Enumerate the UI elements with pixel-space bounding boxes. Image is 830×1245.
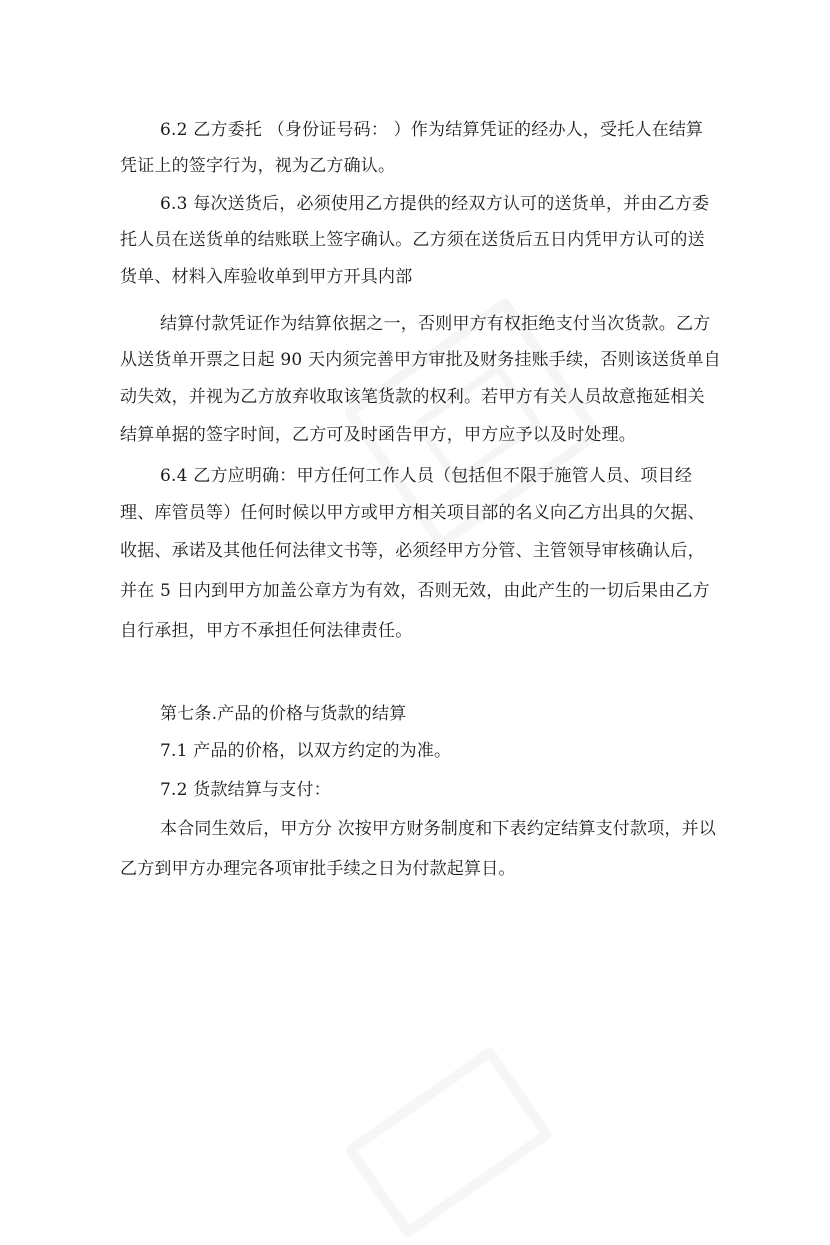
paragraph-line: 收据、承诺及其他任何法律文书等，必须经甲方分管、主管领导审核确认后， [120,541,705,561]
paragraph-line: 6.3 每次送货后，必须使用乙方提供的经双方认可的送货单，并由乙方委 [160,194,710,214]
paragraph-line: 理、库管员等）任何时候以甲方或甲方相关项目部的名义向乙方出具的欠据、 [120,503,705,523]
paragraph-line: 并在 5 日内到甲方加盖公章方为有效，否则无效，由此产生的一切后果由乙方 [120,581,710,601]
paragraph-line: 乙方到甲方办理完各项审批手续之日为付款起算日。 [120,859,516,879]
section-heading: 第七条.产品的价格与货款的结算 [160,704,407,724]
paragraph-line: 托人员在送货单的结账联上签字确认。乙方须在送货后五日内凭甲方认可的送 [120,230,705,250]
paragraph-line: 动失效，并视为乙方放弃收取该笔货款的权利。若甲方有关人员故意拖延相关 [120,387,705,407]
paragraph-line: 6.4 乙方应明确：甲方任何工作人员（包括但不限于施管人员、项目经 [160,466,693,486]
paragraph-line: 结算单据的签字时间，乙方可及时函告甲方，甲方应予以及时处理。 [120,425,636,445]
paragraph-line: 7.1 产品的价格，以双方约定的为准。 [160,741,452,761]
paragraph-line: 凭证上的签字行为，视为乙方确认。 [120,156,396,176]
paragraph-line: 本合同生效后，甲方分 次按甲方财务制度和下表约定结算支付款项，并以 [160,819,717,839]
paragraph-line: 从送货单开票之日起 90 天内须完善甲方审批及财务挂账手续，否则该送货单自 [120,350,721,370]
paragraph-line: 7.2 货款结算与支付： [160,780,331,800]
paragraph-line: 6.2 乙方委托 （身份证号码： ）作为结算凭证的经办人，受托人在结算 [160,120,704,140]
paragraph-line: 货单、材料入库验收单到甲方开具内部 [120,267,413,287]
paragraph-line: 自行承担，甲方不承担任何法律责任。 [120,621,413,641]
paragraph-line: 结算付款凭证作为结算依据之一，否则甲方有权拒绝支付当次货款。乙方 [160,314,711,334]
watermark-graphic-bottom [324,1023,557,1236]
